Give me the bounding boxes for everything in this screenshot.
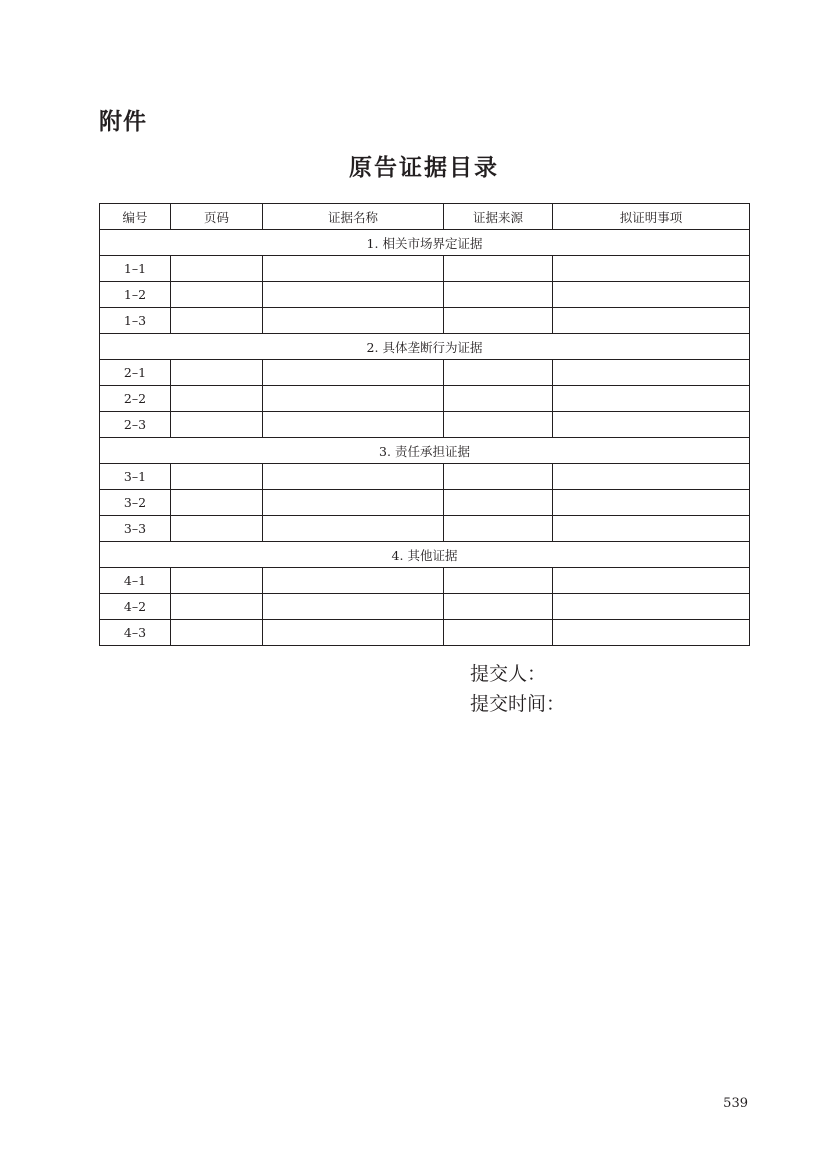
page-cell xyxy=(171,412,263,438)
page-cell xyxy=(171,360,263,386)
table-header-row xyxy=(100,204,750,230)
source-cell xyxy=(444,360,553,386)
section-row xyxy=(100,542,750,568)
row-number: 4–1 xyxy=(100,568,171,594)
name-cell xyxy=(263,620,444,646)
name-cell xyxy=(263,412,444,438)
row-number: 4–3 xyxy=(100,620,171,646)
facts-cell xyxy=(553,308,750,334)
document-title: 原告证据目录 xyxy=(349,155,499,181)
name-cell xyxy=(263,256,444,282)
row-number: 2–2 xyxy=(100,386,171,412)
section-title: 3. 责任承担证据 xyxy=(100,438,750,464)
table-row xyxy=(100,516,750,542)
row-number: 4–2 xyxy=(100,594,171,620)
table-row xyxy=(100,308,750,334)
page-cell xyxy=(171,308,263,334)
source-cell xyxy=(444,620,553,646)
page-number: 539 xyxy=(723,1096,748,1111)
table-row xyxy=(100,412,750,438)
header-evidence-name: 证据名称 xyxy=(263,204,444,230)
row-number: 2–1 xyxy=(100,360,171,386)
name-cell xyxy=(263,282,444,308)
evidence-table xyxy=(99,203,750,646)
table-row xyxy=(100,386,750,412)
table-row xyxy=(100,568,750,594)
row-number: 3–1 xyxy=(100,464,171,490)
name-cell xyxy=(263,516,444,542)
table-row xyxy=(100,620,750,646)
row-number: 1–3 xyxy=(100,308,171,334)
name-cell xyxy=(263,594,444,620)
section-row xyxy=(100,334,750,360)
header-page: 页码 xyxy=(171,204,263,230)
header-facts-to-prove: 拟证明事项 xyxy=(553,204,750,230)
table-row xyxy=(100,282,750,308)
name-cell xyxy=(263,568,444,594)
row-number: 2–3 xyxy=(100,412,171,438)
row-number: 1–1 xyxy=(100,256,171,282)
header-number: 编号 xyxy=(100,204,171,230)
facts-cell xyxy=(553,412,750,438)
section-title: 1. 相关市场界定证据 xyxy=(100,230,750,256)
source-cell xyxy=(444,464,553,490)
page-cell xyxy=(171,464,263,490)
header-evidence-source: 证据来源 xyxy=(444,204,553,230)
source-cell xyxy=(444,568,553,594)
table-row xyxy=(100,490,750,516)
row-number: 3–2 xyxy=(100,490,171,516)
facts-cell xyxy=(553,620,750,646)
source-cell xyxy=(444,490,553,516)
row-number: 1–2 xyxy=(100,282,171,308)
source-cell xyxy=(444,516,553,542)
name-cell xyxy=(263,308,444,334)
name-cell xyxy=(263,490,444,516)
table-row xyxy=(100,594,750,620)
page-cell xyxy=(171,594,263,620)
section-title: 2. 具体垄断行为证据 xyxy=(100,334,750,360)
source-cell xyxy=(444,282,553,308)
page-cell xyxy=(171,516,263,542)
page-cell xyxy=(171,620,263,646)
page-cell xyxy=(171,386,263,412)
page-cell xyxy=(171,490,263,516)
source-cell xyxy=(444,256,553,282)
facts-cell xyxy=(553,360,750,386)
page-cell xyxy=(171,568,263,594)
facts-cell xyxy=(553,464,750,490)
attachment-label: 附件 xyxy=(99,109,147,135)
source-cell xyxy=(444,594,553,620)
facts-cell xyxy=(553,490,750,516)
submit-time-label: 提交时间： xyxy=(470,693,566,715)
source-cell xyxy=(444,386,553,412)
section-title: 4. 其他证据 xyxy=(100,542,750,568)
table-row xyxy=(100,464,750,490)
facts-cell xyxy=(553,386,750,412)
submitter-label: 提交人： xyxy=(470,663,547,685)
facts-cell xyxy=(553,256,750,282)
page-cell xyxy=(171,256,263,282)
facts-cell xyxy=(553,568,750,594)
source-cell xyxy=(444,308,553,334)
source-cell xyxy=(444,412,553,438)
table-row xyxy=(100,360,750,386)
section-row xyxy=(100,438,750,464)
name-cell xyxy=(263,464,444,490)
facts-cell xyxy=(553,282,750,308)
name-cell xyxy=(263,360,444,386)
facts-cell xyxy=(553,594,750,620)
table-row xyxy=(100,256,750,282)
facts-cell xyxy=(553,516,750,542)
name-cell xyxy=(263,386,444,412)
page-cell xyxy=(171,282,263,308)
row-number: 3–3 xyxy=(100,516,171,542)
section-row xyxy=(100,230,750,256)
